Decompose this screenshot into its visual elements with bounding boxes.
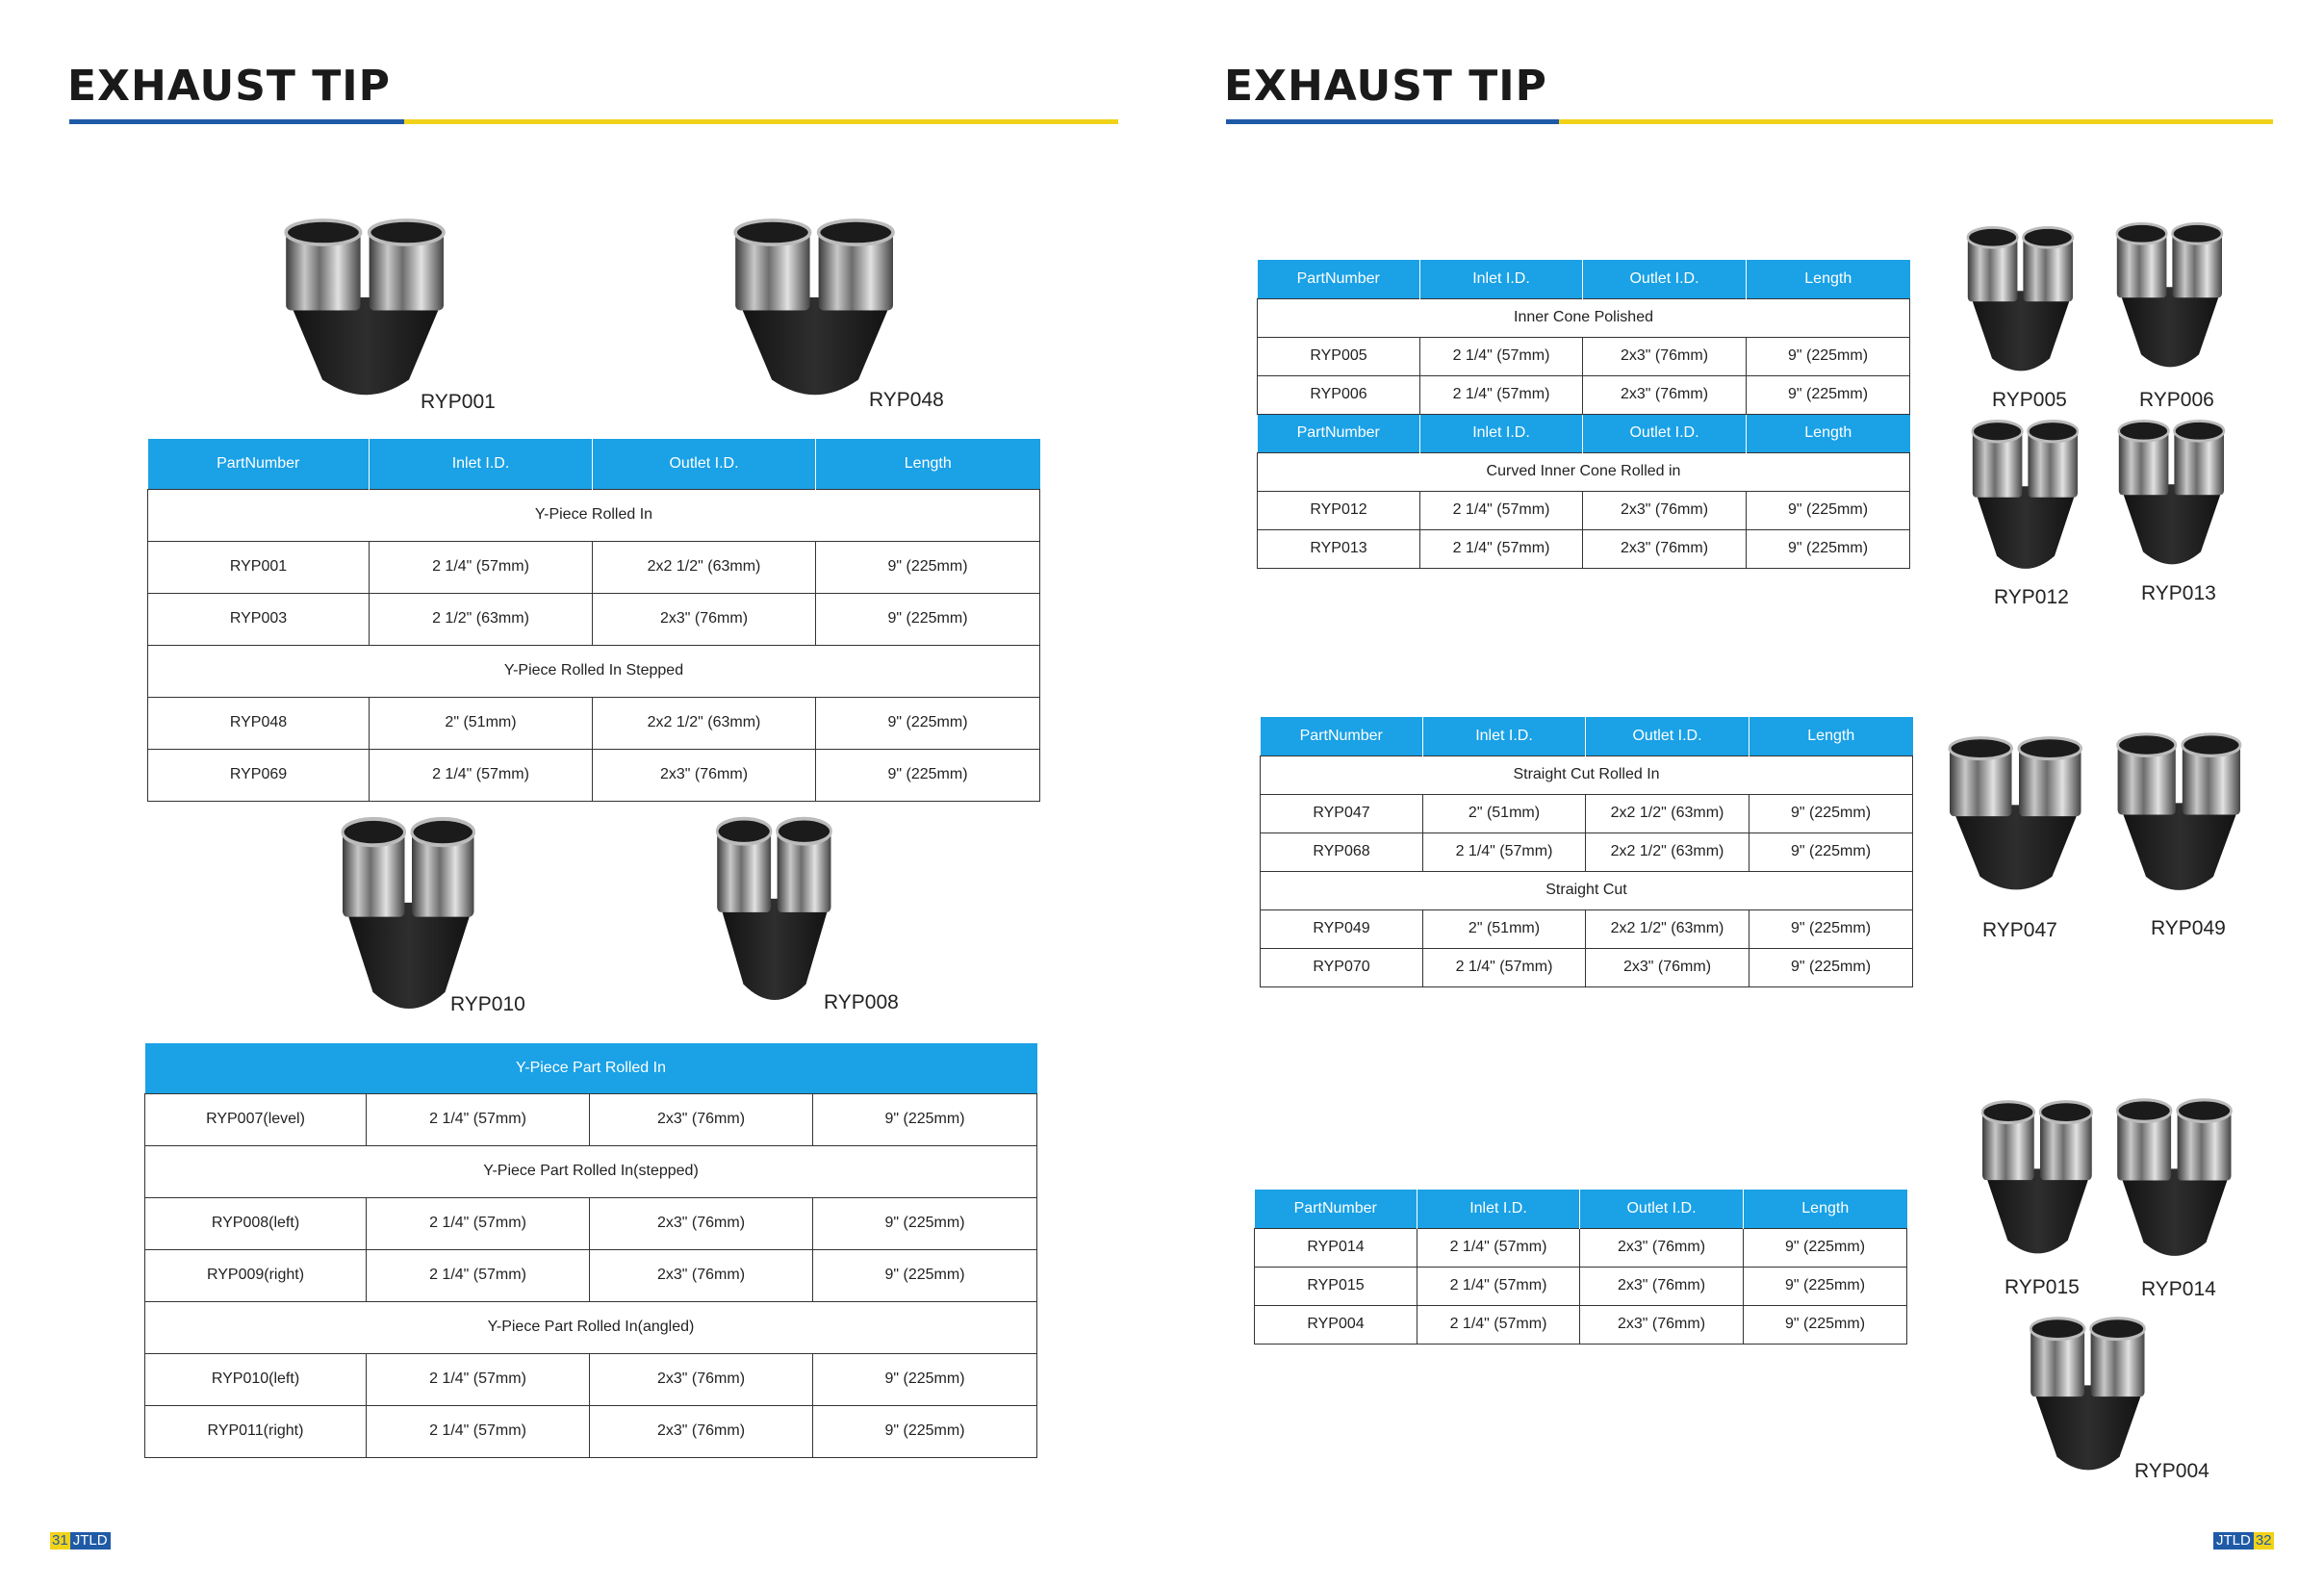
header-partnumber: PartNumber [1255,1190,1417,1228]
caption-ryp047: RYP047 [1982,919,2057,941]
cell-inlet: 2 1/4" (57mm) [1420,529,1583,568]
cell-outlet: 2x3" (76mm) [1586,948,1749,986]
section-heading: Curved Inner Cone Rolled in [1258,452,1910,491]
cell-inlet: 2" (51mm) [1423,794,1586,832]
spec-table-y-piece [147,439,1040,802]
cell-inlet: 2 1/4" (57mm) [1420,337,1583,375]
caption-ryp014: RYP014 [2141,1278,2216,1300]
cell-outlet: 2x3" (76mm) [590,1197,813,1249]
cell-inlet: 2 1/4" (57mm) [1417,1228,1580,1267]
cell-part: RYP068 [1261,832,1423,871]
cell-length: 9" (225mm) [1747,491,1910,529]
table-row [1261,948,1913,986]
product-image-ryp015 [1978,1097,2098,1270]
section-heading: Y-Piece Rolled In [148,489,1040,541]
cell-inlet: 2 1/4" (57mm) [370,749,593,801]
cell-length: 9" (225mm) [1747,375,1910,414]
cell-part: RYP012 [1258,491,1420,529]
cell-inlet: 2 1/4" (57mm) [370,541,593,593]
section-heading: Inner Cone Polished [1258,298,1910,337]
cell-outlet: 2x2 1/2" (63mm) [1586,909,1749,948]
cell-inlet: 2 1/4" (57mm) [1420,375,1583,414]
cell-part: RYP070 [1261,948,1423,986]
table-row [1261,832,1913,871]
caption-ryp048: RYP048 [869,389,944,411]
page-title-right: EXHAUST TIP [1224,62,1547,111]
cell-length: 9" (225mm) [813,1093,1037,1145]
cell-outlet: 2x3" (76mm) [1580,1267,1744,1305]
cell-length: 9" (225mm) [816,749,1040,801]
header-inlet: Inlet I.D. [1417,1190,1580,1228]
header-length: Length [816,439,1040,489]
cell-length: 9" (225mm) [1747,337,1910,375]
cell-length: 9" (225mm) [813,1197,1037,1249]
cell-part: RYP009(right) [145,1249,367,1301]
caption-ryp049: RYP049 [2151,917,2226,939]
product-image-ryp012 [1968,417,2083,585]
cell-length: 9" (225mm) [1747,529,1910,568]
header-partnumber: PartNumber [148,439,370,489]
cell-length: 9" (225mm) [1749,948,1913,986]
cell-inlet: 2 1/4" (57mm) [367,1197,590,1249]
table-row [1255,1228,1907,1267]
cell-part: RYP047 [1261,794,1423,832]
header-partnumber: PartNumber [1258,260,1420,298]
cell-inlet: 2" (51mm) [370,697,593,749]
cell-length: 9" (225mm) [1744,1228,1907,1267]
caption-ryp010: RYP010 [450,993,525,1015]
table-row [145,1093,1037,1145]
cell-outlet: 2x2 1/2" (63mm) [1586,794,1749,832]
table-row [148,697,1040,749]
spec-table-ryp014-series [1254,1190,1907,1345]
table-row [145,1405,1037,1457]
cell-length: 9" (225mm) [816,541,1040,593]
cell-outlet: 2x3" (76mm) [1583,375,1747,414]
cell-part: RYP005 [1258,337,1420,375]
cell-length: 9" (225mm) [1744,1267,1907,1305]
cell-outlet: 2x3" (76mm) [1583,529,1747,568]
brand-label: JTLD [70,1532,111,1550]
table-row [1255,1267,1907,1305]
cell-inlet: 2 1/4" (57mm) [367,1249,590,1301]
section-heading: Straight Cut [1261,871,1913,909]
cell-outlet: 2x3" (76mm) [590,1249,813,1301]
product-image-ryp047 [1944,733,2088,907]
cell-outlet: 2x2 1/2" (63mm) [1586,832,1749,871]
product-image-ryp013 [2114,417,2230,580]
cell-outlet: 2x3" (76mm) [590,1405,813,1457]
table-row [1258,529,1910,568]
cell-part: RYP003 [148,593,370,645]
section-heading: Y-Piece Part Rolled In(angled) [145,1301,1037,1353]
cell-length: 9" (225mm) [813,1405,1037,1457]
cell-inlet: 2 1/4" (57mm) [1423,948,1586,986]
cell-part: RYP001 [148,541,370,593]
table-row [1255,1305,1907,1344]
cell-inlet: 2" (51mm) [1423,909,1586,948]
title-underline-left [69,119,1118,124]
page-title-left: EXHAUST TIP [67,62,391,111]
title-underline-right [1226,119,2273,124]
section-heading: Y-Piece Part Rolled In(stepped) [145,1145,1037,1197]
brand-label: JTLD [2213,1532,2254,1550]
product-image-ryp014 [2112,1095,2237,1273]
cell-length: 9" (225mm) [1749,832,1913,871]
header-length: Length [1747,260,1910,298]
spec-table-straight-cut [1260,717,1913,987]
cell-outlet: 2x3" (76mm) [1583,337,1747,375]
cell-part: RYP015 [1255,1267,1417,1305]
cell-inlet: 2 1/4" (57mm) [1417,1305,1580,1344]
cell-part: RYP069 [148,749,370,801]
header-outlet: Outlet I.D. [593,439,816,489]
cell-outlet: 2x3" (76mm) [590,1353,813,1405]
footer-left [50,1532,111,1550]
table-row [145,1353,1037,1405]
cell-outlet: 2x3" (76mm) [1583,491,1747,529]
table-row [1258,491,1910,529]
header-inlet: Inlet I.D. [1423,717,1586,756]
product-image-ryp001 [279,214,452,416]
header-inlet: Inlet I.D. [370,439,593,489]
cell-inlet: 2 1/4" (57mm) [1417,1267,1580,1305]
caption-ryp008: RYP008 [824,991,899,1013]
caption-ryp015: RYP015 [2005,1276,2080,1298]
cell-length: 9" (225mm) [816,593,1040,645]
header-outlet: Outlet I.D. [1586,717,1749,756]
cell-inlet: 2 1/4" (57mm) [367,1353,590,1405]
product-image-ryp006 [2112,219,2228,383]
cell-length: 9" (225mm) [816,697,1040,749]
table-row [1258,337,1910,375]
cell-outlet: 2x2 1/2" (63mm) [593,541,816,593]
section-heading: Y-Piece Rolled In Stepped [148,645,1040,697]
section-heading: Straight Cut Rolled In [1261,756,1913,794]
cell-inlet: 2 1/4" (57mm) [367,1405,590,1457]
header-partnumber: PartNumber [1261,717,1423,756]
footer-right [2213,1532,2274,1550]
header-inlet: Inlet I.D. [1420,414,1583,452]
header-partnumber: PartNumber [1258,414,1420,452]
table-header-row [148,439,1040,489]
page-number: 32 [2255,1532,2272,1549]
cell-part: RYP049 [1261,909,1423,948]
table-row [148,749,1040,801]
cell-part: RYP010(left) [145,1353,367,1405]
cell-outlet: 2x3" (76mm) [1580,1228,1744,1267]
header-length: Length [1749,717,1913,756]
cell-inlet: 2 1/4" (57mm) [367,1093,590,1145]
spec-table-inner-cone [1257,260,1910,569]
page-number: 31 [52,1532,68,1549]
cell-length: 9" (225mm) [813,1353,1037,1405]
cell-length: 9" (225mm) [1749,794,1913,832]
caption-ryp004: RYP004 [2134,1460,2209,1482]
header-outlet: Outlet I.D. [1583,260,1747,298]
cell-inlet: 2 1/2" (63mm) [370,593,593,645]
cell-part: RYP048 [148,697,370,749]
table-row [148,593,1040,645]
cell-part: RYP008(left) [145,1197,367,1249]
product-image-ryp008 [712,813,837,1020]
caption-ryp001: RYP001 [421,391,496,413]
header-inlet: Inlet I.D. [1420,260,1583,298]
table-row [148,541,1040,593]
header-outlet: Outlet I.D. [1583,414,1747,452]
cell-part: RYP013 [1258,529,1420,568]
caption-ryp005: RYP005 [1992,389,2067,411]
table-header: Y-Piece Part Rolled In [145,1043,1037,1093]
cell-length: 9" (225mm) [1744,1305,1907,1344]
cell-length: 9" (225mm) [813,1249,1037,1301]
cell-part: RYP004 [1255,1305,1417,1344]
product-image-ryp048 [728,214,902,416]
cell-part: RYP006 [1258,375,1420,414]
caption-ryp006: RYP006 [2139,389,2214,411]
cell-part: RYP011(right) [145,1405,367,1457]
table-row [1258,375,1910,414]
cell-outlet: 2x3" (76mm) [593,749,816,801]
header-length: Length [1747,414,1910,452]
table-row [145,1197,1037,1249]
cell-outlet: 2x3" (76mm) [1580,1305,1744,1344]
cell-outlet: 2x3" (76mm) [590,1093,813,1145]
product-image-ryp049 [2112,730,2247,908]
table-row [1261,909,1913,948]
header-outlet: Outlet I.D. [1580,1190,1744,1228]
cell-part: RYP007(level) [145,1093,367,1145]
product-image-ryp004 [2026,1314,2151,1487]
table-row [145,1249,1037,1301]
table-row [1261,794,1913,832]
cell-outlet: 2x3" (76mm) [593,593,816,645]
spec-table-part-rolled [144,1043,1037,1458]
cell-inlet: 2 1/4" (57mm) [1423,832,1586,871]
cell-part: RYP014 [1255,1228,1417,1267]
product-image-ryp005 [1963,223,2079,387]
header-length: Length [1744,1190,1907,1228]
cell-inlet: 2 1/4" (57mm) [1420,491,1583,529]
cell-length: 9" (225mm) [1749,909,1913,948]
cell-outlet: 2x2 1/2" (63mm) [593,697,816,749]
caption-ryp013: RYP013 [2141,582,2216,604]
caption-ryp012: RYP012 [1994,586,2069,608]
